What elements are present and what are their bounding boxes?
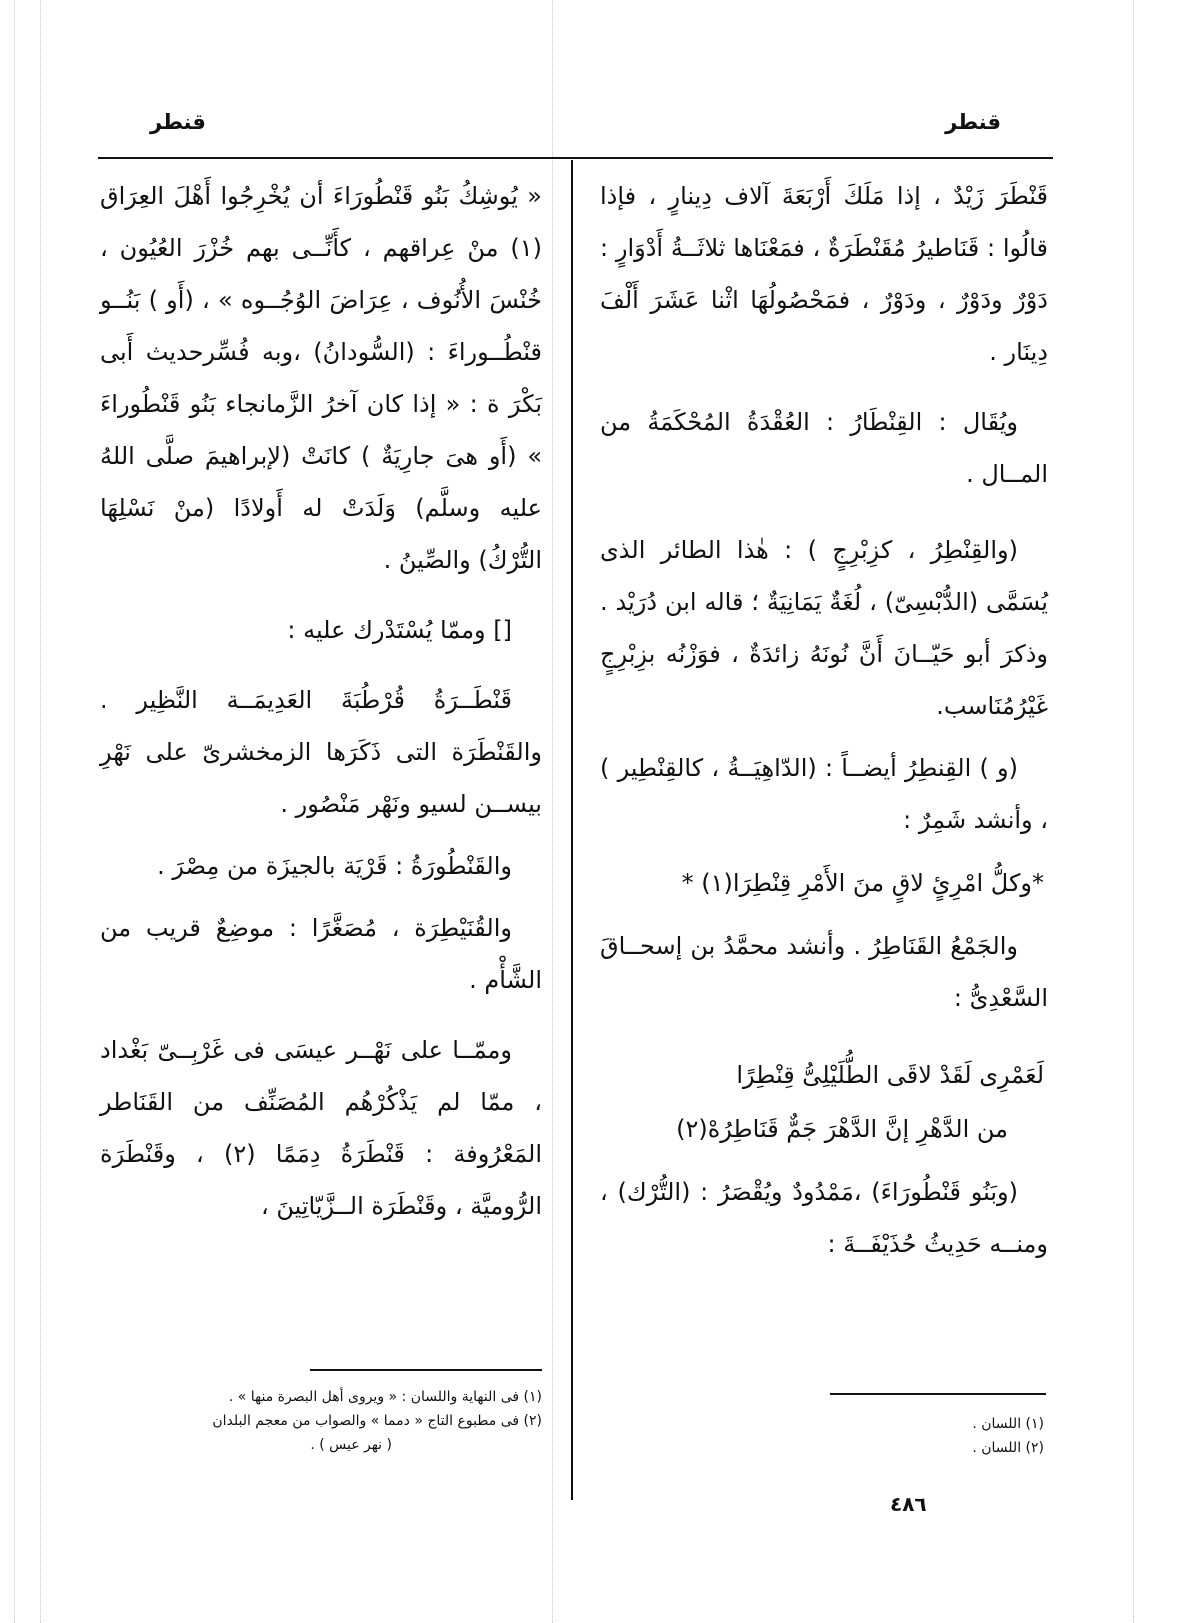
right-column [600, 170, 1048, 1270]
scan-dot-line [14, 0, 15, 1623]
verse-line: *وكلُّ امْرِئٍ لاقٍ منَ الأَمْرِ قِنْطِرَا(١) * [681, 869, 1044, 897]
footnote-rule [830, 1393, 1046, 1395]
paragraph: والقُنَيْطِرَة ، مُصَغَّرًا : موضِعٌ قريب من الشَّأْم . [100, 914, 542, 994]
footnote-rule [310, 1369, 542, 1371]
paragraph: والجَمْعُ القَنَاطِرُ . وأنشد محمَّدُ بن إسحــاقَ السَّعْدِىُّ : [600, 932, 1048, 1012]
page-number: ٤٨٦ [890, 1492, 927, 1516]
paragraph: قَنْطَــرَةُ قُرْطُبَةَ العَدِيمَــة النَّظِير . والقَنْطَرَة التى ذَكَرَها الزمخشرىّ على نَهْرِ بيســن لسيو ونَهْر مَنْصُور . [100, 686, 542, 818]
paragraph: [] وممّا يُسْتَدْرك عليه : [287, 616, 512, 644]
footnote: ( نهر عيس ) . [310, 1437, 392, 1453]
paragraph: (و ) القِنطِرُ أيضــاً : (الدّاهِيَــةُ ، كالقِنْطِير ) ، وأنشد شَمِرٌ : [600, 754, 1048, 834]
column-divider [571, 160, 573, 1500]
verse-line: من الدَّهْرِ إنَّ الدَّهْرَ جَمٌّ قَنَاطِرُهْ(٢) [676, 1115, 1008, 1143]
paragraph: والقَنْطُورَةُ : قَرْيَة بالجيزَة من مِصْرَ . [157, 852, 512, 880]
header-rule [98, 157, 1053, 159]
footnote: (٢) اللسان . [972, 1440, 1044, 1456]
verse-line: لَعَمْرِى لَقَدْ لاقَى الطُّلَيْلِىُّ قِنْطِرًا [736, 1061, 1044, 1089]
paragraph: وممّــا على نَهْــر عيسَى فى غَرْبِــىّ بَغْداد ، ممّا لم يَذْكُرْهُم المُصَنِّف من القَنَاطر المَعْرُوفة : قَنْطَرَةُ دِمَمًا (٢) ، وقَنْطَرَة الرُّوميَّة ، وقَنْطَرَة الــزَّيّاتِينَ ، [100, 1036, 542, 1220]
footnotes-right [760, 1412, 1044, 1460]
paragraph: « يُوشِكُ بَنُو قَنْطُورَاءَ أن يُخْرِجُوا أَهْلَ العِرَاق (١) منْ عِراقهم ، كأَنِّــى بهم خُزْرَ العُيُون ، خُنْسَ الأُنُوف ، عِرَاضَ الوُجُــوه » ، (أَو ) بَنُــو قنْطُــوراءَ : (السُّودانُ) ،وبه فُسِّرحديث أَبى بَكْرَ ة : « إذا كان آخرُ الزَّمانجاء بَنُو قَنْطُوراءَ » (أَو هىَ جارِيَةٌ ) كانَتْ (لإبراهيمَ صلَّى اللهُ عليه وسلَّم) وَلَدَتْ له أَولادًا (منْ نَسْلِهَا التُّرْكُ) والصِّينُ . [100, 182, 542, 574]
paragraph: (وبَنُو قَنْطُورَاءَ) ،مَمْدُودٌ ويُقْصَرُ : (التُّرْك) ، ومنــه حَدِيثُ حُذَيْفَــةَ : [600, 1178, 1048, 1258]
running-head-right: قنطر [945, 110, 1001, 134]
footnotes-left [96, 1385, 542, 1457]
scan-dot-line [40, 0, 41, 1623]
scan-dot-line [1133, 0, 1134, 1623]
paragraph: (والقِنْطِرُ ، كزِبْرِجٍ ) : هٰذا الطائر الذى يُسَمَّى (الدُّبْسِىّ) ، لُغَةٌ يَمَانِيَةٌ ؛ قاله ابن دُرَيْد . وذكرَ أبو حَيّــانَ أَنَّ نُونَهُ زائدَةٌ ، فوَزْنُه بزِبْرِجٍ غَيْرُمُنَاسب. [600, 536, 1048, 720]
paragraph: قَنْطَرَ زَيْدٌ ، إذا مَلَكَ أَرْبَعَةَ آلاف دِينارٍ ، فإذا قالُوا : قَنَاطيرُ مُقَنْطَرَةٌ ، فمَعْنَاها ثلاثَــةُ أَدْوَارٍ : دَوْرٌ ودَوْرٌ ، ودَوْرٌ ، فمَحْصُولُهَا اثْنا عَشَرَ أَلْفَ دِينَار . [600, 182, 1048, 366]
footnote: (١) فى النهاية واللسان : « ويروى أهل البصرة منها » . [228, 1389, 542, 1405]
left-column [100, 170, 542, 1232]
scan-dot-line [552, 0, 553, 1623]
footnote: (٢) فى مطبوع التاج « دمما » والصواب من معجم البلدان [212, 1413, 542, 1429]
running-head-left: قنطر [150, 110, 206, 134]
footnote: (١) اللسان . [972, 1416, 1044, 1432]
paragraph: ويُقَال : القِنْطَارُ : العُقْدَةُ المُحْكَمَةُ من المــال . [600, 408, 1048, 488]
